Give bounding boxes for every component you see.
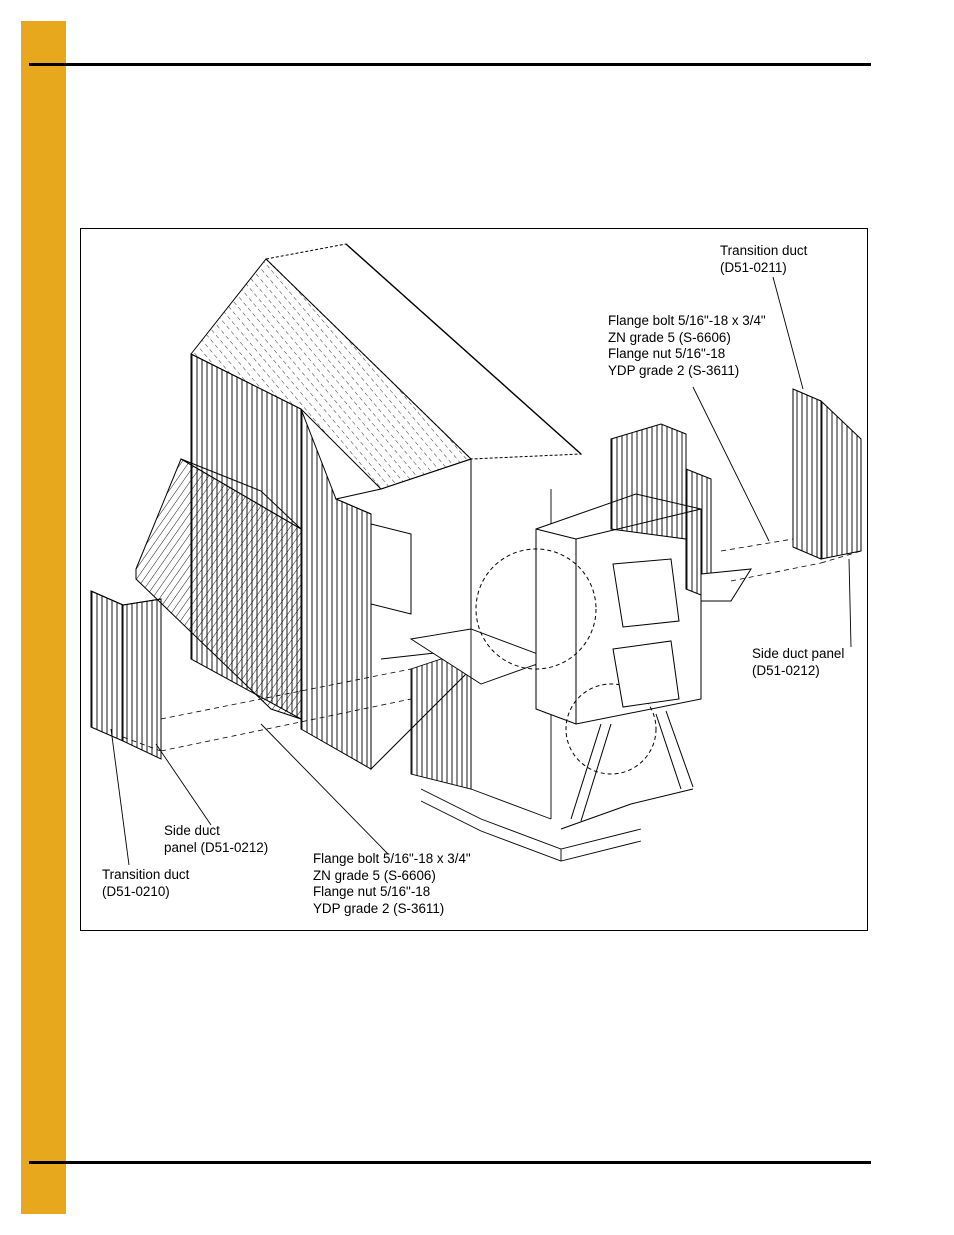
callout-line: Flange nut 5/16"-18 bbox=[608, 346, 726, 361]
footer-rule bbox=[29, 1161, 871, 1164]
callout-side-duct-panel-left bbox=[164, 823, 268, 856]
callout-flange-hardware-right bbox=[608, 313, 766, 379]
callout-line: ZN grade 5 (S-6606) bbox=[608, 329, 731, 345]
callout-transition-duct-right bbox=[720, 243, 807, 276]
callout-line: Flange nut 5/16"-18 bbox=[313, 884, 431, 899]
left-upper-wall bbox=[191, 354, 301, 719]
callout-line: ZN grade 5 (S-6606) bbox=[313, 867, 436, 883]
callout-line: YDP grade 2 (S-3611) bbox=[608, 362, 740, 378]
callout-line: (D51-0211) bbox=[720, 259, 787, 275]
callout-line: Flange bolt 5/16"-18 x 3/4" bbox=[313, 851, 471, 866]
callout-line: Transition duct bbox=[720, 243, 808, 258]
header-rule bbox=[29, 63, 871, 66]
right-transition-duct bbox=[793, 389, 861, 559]
callout-line: YDP grade 2 (S-3611) bbox=[313, 900, 445, 916]
callout-flange-hardware-left bbox=[313, 851, 471, 917]
callout-line: Side duct panel bbox=[752, 646, 845, 661]
callout-line: Side duct bbox=[164, 823, 220, 838]
callout-line: Flange bolt 5/16"-18 x 3/4" bbox=[608, 313, 766, 328]
callout-transition-duct-left bbox=[102, 867, 189, 900]
assembly-figure bbox=[80, 228, 868, 931]
callout-side-duct-panel-right bbox=[752, 646, 844, 679]
side-tab bbox=[21, 21, 66, 1214]
callout-line: (D51-0210) bbox=[102, 883, 170, 899]
support-legs bbox=[561, 711, 693, 829]
left-transition-duct bbox=[91, 591, 161, 759]
callout-line: panel (D51-0212) bbox=[164, 839, 269, 855]
callout-line: Transition duct bbox=[102, 867, 190, 882]
callout-line: (D51-0212) bbox=[752, 662, 820, 678]
